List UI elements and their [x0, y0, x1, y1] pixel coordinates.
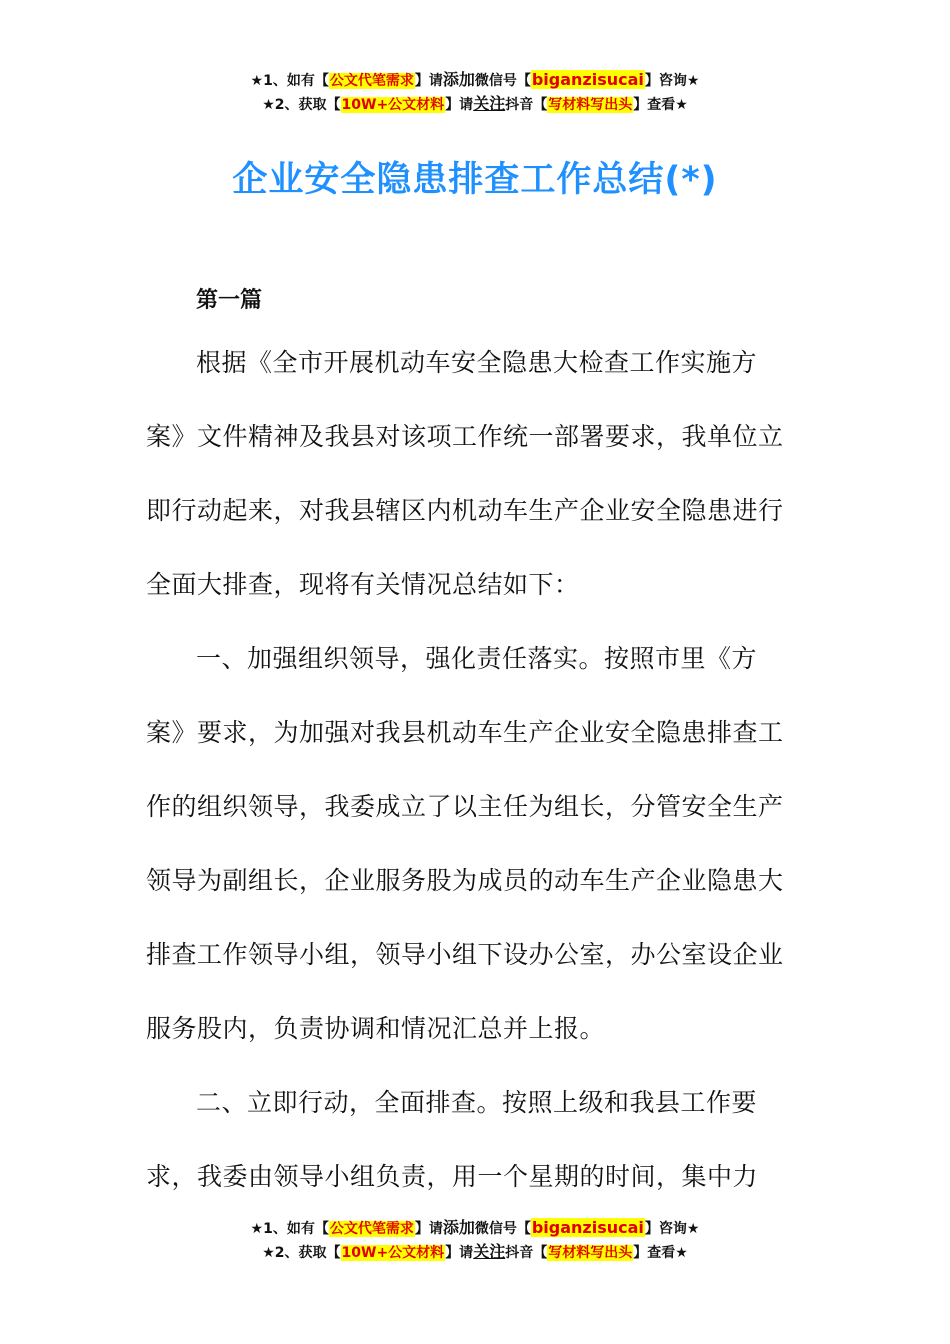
- notice-text: ★1、如有【: [250, 1221, 329, 1237]
- notice-highlight: 公文代笔需求: [329, 73, 414, 89]
- body-line: 排查工作领导小组，领导小组下设办公室，办公室设企业: [146, 940, 784, 969]
- body-line: 一、加强组织领导，强化责任落实。按照市里《方: [196, 644, 758, 673]
- notice-text: 】请: [445, 1245, 474, 1261]
- wechat-id-highlight: biganzisucai: [531, 70, 644, 89]
- body-line: 案》要求，为加强对我县机动车生产企业安全隐患排查工: [146, 718, 784, 747]
- notice-text: 】咨询★: [644, 1221, 700, 1237]
- notice-text: 抖音【: [505, 97, 548, 113]
- notice-line-2: [0, 1240, 950, 1264]
- notice-text: ★2、获取【: [262, 1245, 341, 1261]
- wechat-id-highlight: biganzisucai: [531, 1218, 644, 1237]
- notice-text: 】请: [414, 73, 443, 89]
- notice-text: 】查看★: [633, 97, 688, 113]
- footer-notice: [0, 1216, 950, 1264]
- document-body: [146, 326, 786, 1214]
- notice-text: 微信号【: [474, 1221, 531, 1237]
- notice-line-1: [0, 68, 950, 92]
- notice-line-1: [0, 1216, 950, 1240]
- notice-line-2: [0, 92, 950, 116]
- body-line: 即行动起来，对我县辖区内机动车生产企业安全隐患进行: [146, 496, 784, 525]
- body-line: 作的组织领导，我委成立了以主任为组长，分管安全生产: [146, 792, 784, 821]
- notice-text: 抖音【: [505, 1245, 548, 1261]
- notice-emphasis: 关注: [473, 94, 506, 113]
- body-line: 二、立即行动，全面排查。按照上级和我县工作要: [196, 1088, 758, 1117]
- notice-text: ★2、获取【: [262, 97, 341, 113]
- notice-text: 】请: [445, 97, 474, 113]
- notice-highlight: 10W+公文材料: [341, 97, 445, 113]
- notice-emphasis: 关注: [473, 1242, 506, 1261]
- header-notice: [0, 68, 950, 116]
- notice-text: 】查看★: [633, 1245, 688, 1261]
- notice-emphasis: 添加: [442, 1218, 475, 1237]
- body-line: 求，我委由领导小组负责，用一个星期的时间，集中力: [146, 1162, 759, 1191]
- body-line: 根据《全市开展机动车安全隐患大检查工作实施方: [196, 348, 758, 377]
- notice-text: 】咨询★: [644, 73, 700, 89]
- notice-highlight: 10W+公文材料: [341, 1245, 445, 1261]
- notice-emphasis: 添加: [442, 70, 475, 89]
- body-line: 服务股内，负责协调和情况汇总并上报。: [146, 1014, 606, 1043]
- page-title: 企业安全隐患排查工作总结(*): [232, 160, 718, 200]
- notice-text: 微信号【: [474, 73, 531, 89]
- douyin-highlight: 写材料写出头: [548, 1245, 633, 1261]
- section-heading: 第一篇: [196, 288, 263, 313]
- body-line: 全面大排查，现将有关情况总结如下：: [146, 570, 580, 599]
- body-line: 案》文件精神及我县对该项工作统一部署要求，我单位立: [146, 422, 784, 451]
- notice-highlight: 公文代笔需求: [329, 1221, 414, 1237]
- notice-text: ★1、如有【: [250, 73, 329, 89]
- douyin-highlight: 写材料写出头: [548, 97, 633, 113]
- body-line: 领导为副组长，企业服务股为成员的动车生产企业隐患大: [146, 866, 784, 895]
- notice-text: 】请: [414, 1221, 443, 1237]
